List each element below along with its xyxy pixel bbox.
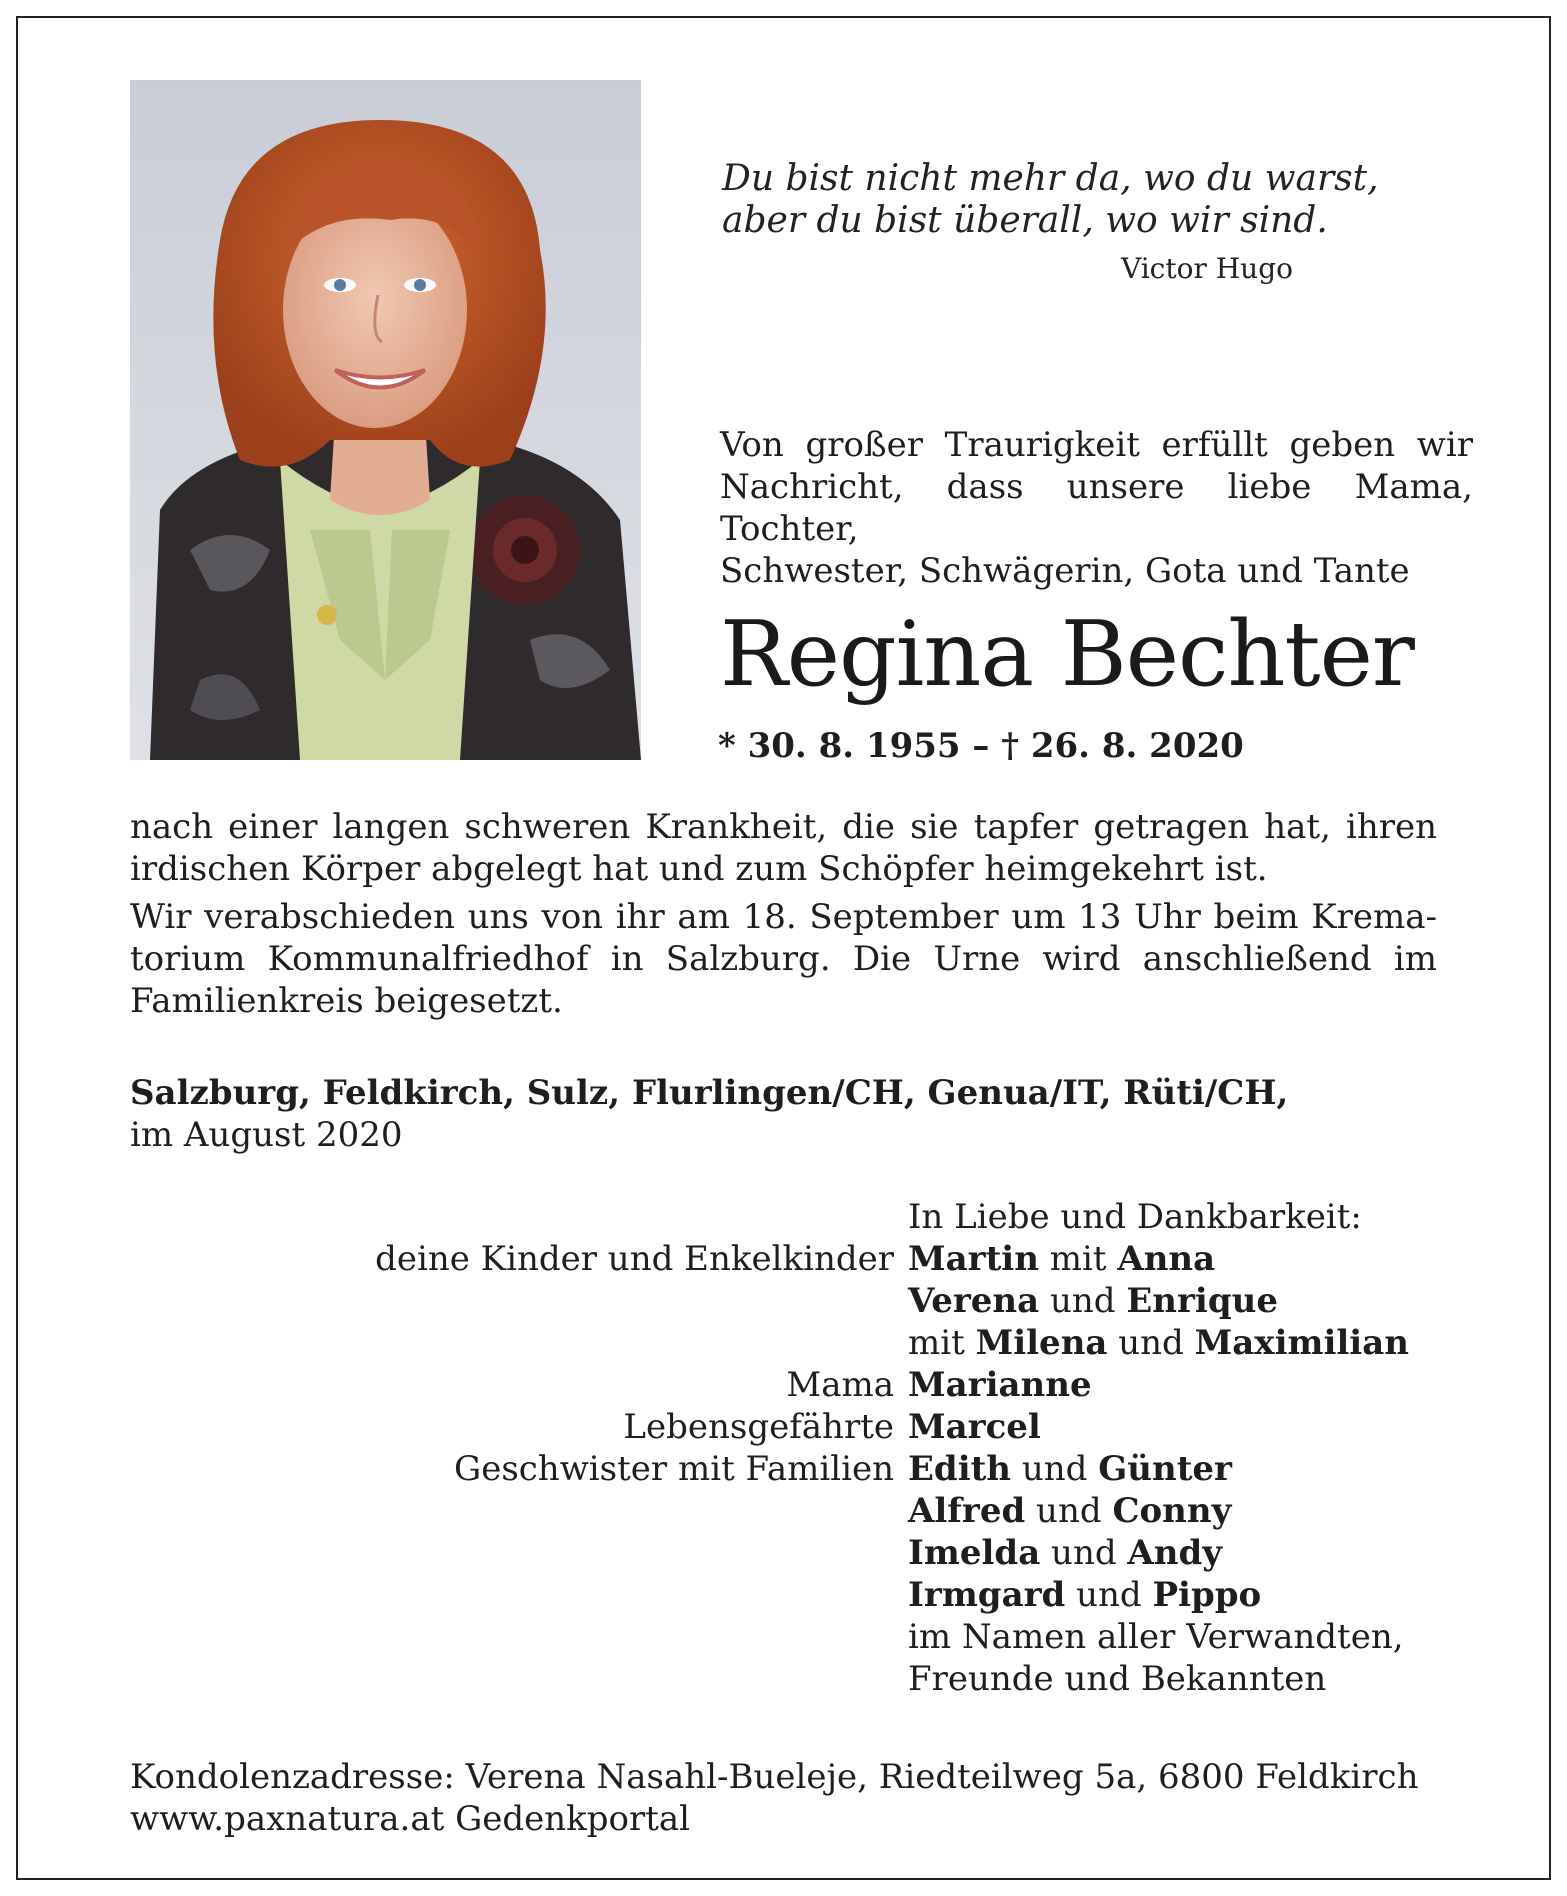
mourner-row xyxy=(130,1532,1460,1574)
intro-line-3: Schwester, Schwägerin, Gota und Tante xyxy=(720,551,1410,591)
mourner-relation: Geschwister mit Familien xyxy=(454,1449,894,1489)
contact-info xyxy=(130,1756,1418,1840)
mourner-relation xyxy=(130,1280,908,1322)
mourner-names xyxy=(908,1532,1222,1574)
body-line: Wir verabschieden uns von ihr am 18. September um 13 Uhr beim Krema- xyxy=(130,897,1437,937)
deceased-name: Regina Bechter xyxy=(720,602,1414,707)
announcement-intro xyxy=(720,424,1473,592)
mourner-relation xyxy=(130,1322,908,1364)
condolence-address: Kondolenzadresse: Verena Nasahl-Bueleje, Riedteilweg 5a, 6800 Feldkirch xyxy=(130,1757,1419,1797)
mourner-name: Alfred xyxy=(908,1491,1026,1531)
mourner-name: Marianne xyxy=(908,1365,1092,1405)
mourner-names xyxy=(908,1238,1215,1280)
mourner-names xyxy=(908,1448,1232,1490)
quote-line-2: aber du bist überall, wo wir sind. xyxy=(722,200,1328,241)
mourner-name: Imelda xyxy=(908,1533,1041,1573)
mourner-row xyxy=(130,1280,1460,1322)
mourner-connector: und xyxy=(1025,1491,1113,1531)
mourner-name: Verena xyxy=(908,1281,1040,1321)
mourner-connector: und xyxy=(1065,1575,1153,1615)
mourner-connector: und xyxy=(1039,1281,1127,1321)
mourner-row xyxy=(130,1616,1460,1658)
mourner-name: Pippo xyxy=(1152,1575,1262,1615)
mourner-connector: im Namen aller Verwandten, xyxy=(908,1617,1404,1657)
mourner-row xyxy=(130,1238,1460,1280)
portrait-photo xyxy=(130,80,641,760)
places-and-date xyxy=(130,1072,1288,1156)
mourner-relation xyxy=(130,1658,908,1700)
mourner-names xyxy=(908,1322,1409,1364)
mourners-heading: In Liebe und Dankbarkeit: xyxy=(908,1197,1362,1237)
mourner-relation xyxy=(130,1616,908,1658)
mourner-relation: Lebensgefährte xyxy=(623,1407,894,1447)
mourners-list xyxy=(130,1196,1460,1700)
mourner-relation xyxy=(130,1490,908,1532)
body-line: Familienkreis beigesetzt. xyxy=(130,981,563,1021)
mourner-name: Andy xyxy=(1127,1533,1223,1573)
mourner-connector: und xyxy=(1107,1323,1195,1363)
mourner-connector: und xyxy=(1040,1533,1128,1573)
mourner-names xyxy=(908,1658,1326,1700)
places-list: Salzburg, Feldkirch, Sulz, Flurlingen/CH, Genua/IT, Rüti/CH, xyxy=(130,1073,1289,1113)
mourner-row xyxy=(130,1406,1460,1448)
announcement-date: im August 2020 xyxy=(130,1115,403,1155)
mourner-connector: mit xyxy=(1038,1239,1118,1279)
mourner-name: Edith xyxy=(908,1449,1012,1489)
mourner-row xyxy=(130,1490,1460,1532)
mourner-names xyxy=(908,1490,1231,1532)
mourner-row xyxy=(130,1658,1460,1700)
body-line: torium Kommunalfriedhof in Salzburg. Die Urne wird anschließend im xyxy=(130,939,1437,979)
intro-line-2: Nachricht, dass unsere liebe Mama, Tochter, xyxy=(720,467,1473,549)
mourner-name: Martin xyxy=(908,1239,1039,1279)
body-line: nach einer langen schweren Krankheit, die sie tapfer getragen hat, ihren xyxy=(130,807,1437,847)
memorial-quote xyxy=(722,158,1379,242)
mourner-name: Conny xyxy=(1112,1491,1232,1531)
mourner-names xyxy=(908,1280,1278,1322)
mourner-names xyxy=(908,1406,1041,1448)
mourner-connector: Freunde und Bekannten xyxy=(908,1659,1327,1699)
body-line: irdischen Körper abgelegt hat und zum Schöpfer heimgekehrt ist. xyxy=(130,849,1268,889)
mourner-relation: Mama xyxy=(786,1365,894,1405)
mourner-row xyxy=(130,1322,1460,1364)
mourner-relation xyxy=(130,1532,908,1574)
mourner-relation xyxy=(130,1574,908,1616)
quote-line-1: Du bist nicht mehr da, wo du warst, xyxy=(722,158,1379,199)
mourner-row xyxy=(130,1448,1460,1490)
mourner-name: Milena xyxy=(975,1323,1108,1363)
mourner-relation: deine Kinder und Enkelkinder xyxy=(375,1239,894,1279)
mourner-name: Marcel xyxy=(908,1407,1041,1447)
mourner-names xyxy=(908,1364,1092,1406)
mourner-row xyxy=(130,1574,1460,1616)
mourner-name: Maximilian xyxy=(1194,1323,1409,1363)
mourner-row xyxy=(130,1364,1460,1406)
mourner-connector: und xyxy=(1011,1449,1099,1489)
intro-line-1: Von großer Traurigkeit erfüllt geben wir xyxy=(720,425,1473,465)
quote-author: Victor Hugo xyxy=(1121,252,1293,285)
mourner-name: Irmgard xyxy=(908,1575,1066,1615)
mourner-connector: mit xyxy=(908,1323,976,1363)
mourner-names xyxy=(908,1574,1261,1616)
website-link[interactable]: www.paxnatura.at Gedenkportal xyxy=(130,1799,691,1839)
mourner-names xyxy=(908,1616,1404,1658)
mourner-name: Anna xyxy=(1117,1239,1216,1279)
life-dates: * 30. 8. 1955 – † 26. 8. 2020 xyxy=(718,726,1244,766)
mourner-name: Günter xyxy=(1098,1449,1232,1489)
announcement-body xyxy=(130,806,1437,1022)
mourner-name: Enrique xyxy=(1126,1281,1278,1321)
